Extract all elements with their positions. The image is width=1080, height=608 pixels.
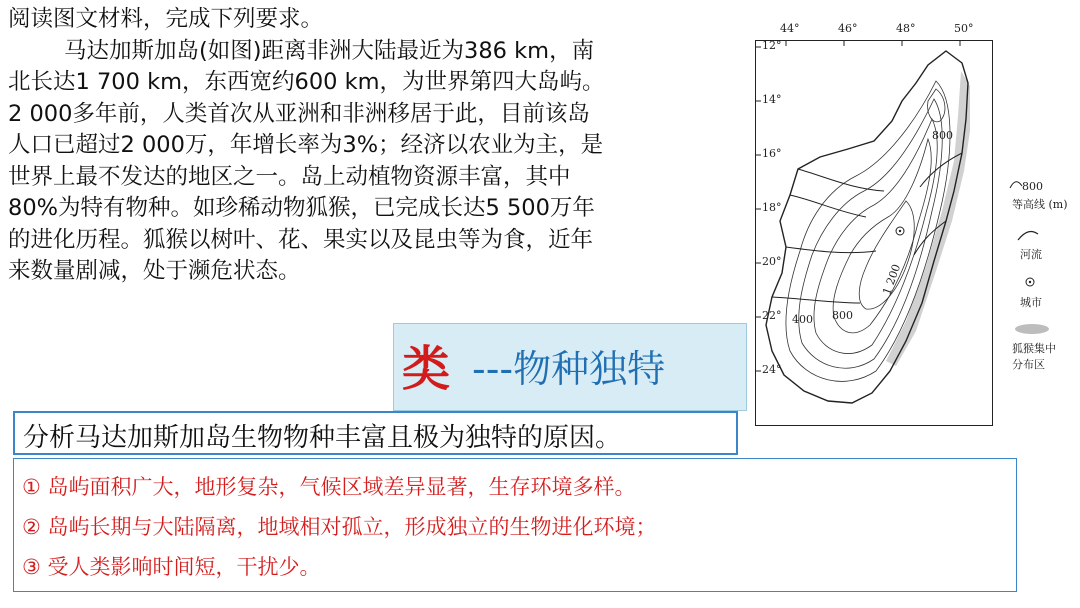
answer-item: ① 岛屿面积广大，地形复杂，气候区域差异显著，生存环境多样。 [22,475,636,499]
river-legend-icon [1016,228,1040,242]
material-line: 人口已超过2 000万，年增长率为3%；经济以农业为主，是 [8,132,604,158]
longitude-label: 50° [954,22,974,35]
answers-box [13,458,1017,592]
longitude-label: 44° [780,22,800,35]
latitude-label: 12° [762,40,782,52]
legend-lemur-label: 狐猴集中 [1012,342,1056,355]
latitude-label: 18° [762,201,782,214]
category-title: ---物种独特 [472,347,666,391]
city-legend-icon [1024,276,1036,288]
lemur-area [886,71,970,366]
material-heading: 阅读图文材料，完成下列要求。 [8,6,324,32]
contour-label: 800 [832,309,853,322]
material-line: 马达加斯加岛(如图)距离非洲大陆最近为386 km，南 [64,37,595,64]
contour-label: 800 [932,129,953,142]
longitude-label: 46° [838,22,858,35]
question-text: 分析马达加斯加岛生物物种丰富且极为独特的原因。 [23,423,622,453]
legend-contour-label: 等高线 (m) [1012,198,1068,211]
contour-label: 1 200 [880,262,904,297]
latitude-label: 16° [762,147,782,160]
material-line: 北长达1 700 km，东西宽约600 km，为世界第四大岛屿。 [8,69,605,95]
latitude-label: 24° [762,363,782,376]
material-line: 2 000多年前，人类首次从亚洲和非洲移居于此，目前该岛 [8,100,590,127]
category-big-char: 类 [402,341,451,397]
reading-material [8,4,728,288]
material-line: 世界上最不发达的地区之一。岛上动植物资源丰富，其中 [8,163,571,190]
latitude-label: 20° [762,255,782,268]
legend-contour-value: 800 [1022,180,1043,193]
latitude-label: 14° [762,93,782,106]
material-line: 的进化历程。狐猴以树叶、花、果实以及昆虫等为食，近年 [8,226,594,253]
madagascar-map [755,40,993,426]
question-box [13,411,738,455]
legend-lemur-label: 分布区 [1012,358,1045,371]
material-line: 80%为特有物种。如珍稀动物狐猴，已完成长达5 500万年 [8,195,595,221]
answer-item: ② 岛屿长期与大陆隔离，地域相对孤立，形成独立的生物进化环境； [22,515,657,539]
latitude-label: 22° [762,309,782,322]
category-banner [393,323,747,411]
lemur-legend-icon [1012,322,1052,336]
longitude-label: 48° [896,22,916,35]
material-line: 来数量剧减，处于濒危状态。 [8,258,301,284]
answer-item: ③ 受人类影响时间短，干扰少。 [22,555,321,579]
contour-label: 400 [792,313,813,326]
legend-river-label: 河流 [1020,248,1042,261]
legend-city-label: 城市 [1020,296,1042,309]
island-outline-graphic [756,41,992,425]
